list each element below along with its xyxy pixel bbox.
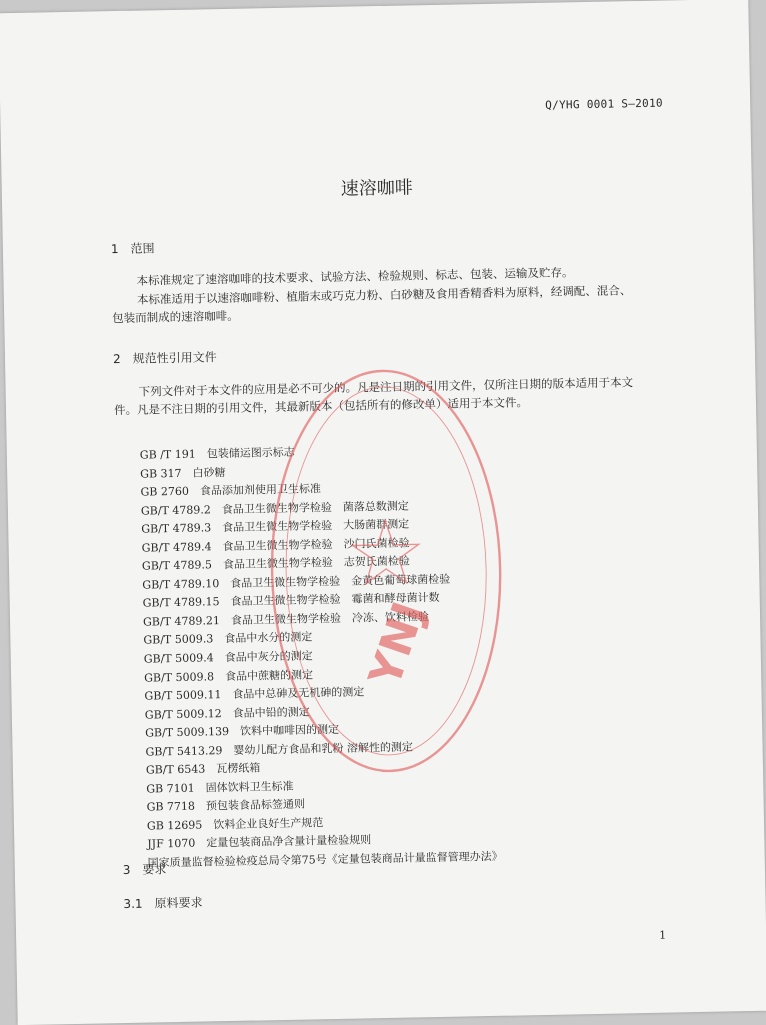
reference-item: GB/T 5413.29 婴幼儿配方食品和乳粉 溶解性的测定: [145, 740, 414, 759]
reference-item: GB/T 5009.12 食品中铅的测定: [144, 705, 310, 722]
page-number: 1: [659, 928, 667, 942]
reference-item: GB/T 4789.4 食品卫生微生物学检验 沙门氏菌检验: [141, 536, 410, 555]
section-2-paragraph-1: 下列文件对于本文件的应用是必不可少的。凡是注日期的引用文件，仅所注日期的版本适用于本文: [138, 375, 634, 399]
reference-item: GB/T 5009.139 饮料中咖啡因的测定: [145, 723, 340, 740]
reference-item: GB/T 4789.2 食品卫生微生物学检验 菌落总数测定: [140, 499, 409, 518]
company-seal-stamp: [260, 359, 513, 784]
reference-item: GB/T 5009.4 食品中灰分的测定: [143, 649, 313, 666]
reference-item: GB 317 白砂糖: [140, 465, 226, 481]
section-3-1-heading: 3.1 原料要求: [123, 895, 203, 912]
section-1-paragraph-2: 本标准适用于以速溶咖啡粉、植脂末或巧克力粉、白砂糖及食用香精香料为原料，经调配、混合、: [136, 283, 632, 307]
document-code: Q/YHG 0001 S—2010: [545, 96, 664, 112]
reference-item: GB 7101 固体饮料卫生标准: [146, 779, 294, 796]
section-1-paragraph-1: 本标准规定了速溶咖啡的技术要求、试验方法、检验规则、标志、包装、运输及贮存。: [136, 265, 574, 288]
reference-item: 国家质量监督检验检疫总局令第75号《定量包装商品计量监督管理办法》: [147, 849, 503, 870]
reference-item: GB/T 5009.11 食品中总砷及无机砷的测定: [144, 685, 365, 703]
section-1-heading: 1 范围: [110, 241, 155, 257]
svg-text:YNJ: YNJ: [359, 595, 436, 693]
reference-item: GB/T 4789.21 食品卫生微生物学检验 冷冻、饮料检验: [142, 610, 430, 629]
reference-item: GB/T 5009.3 食品中水分的测定: [143, 630, 313, 648]
reference-item: GB 7718 预包装食品标签通则: [146, 797, 306, 814]
reference-item: JJF 1070 定量包装商品净含量计量检验规则: [147, 833, 372, 852]
reference-item: GB/T 4789.5 食品卫生微生物学检验 志贺氏菌检验: [141, 554, 410, 573]
reference-item: GB/T 5009.8 食品中蔗糖的测定: [144, 667, 314, 685]
reference-item: GB /T 191 包装储运图示标志: [139, 445, 295, 462]
section-2-heading: 2 规范性引用文件: [112, 350, 217, 367]
reference-item: GB 12695 饮料企业良好生产规范: [146, 816, 324, 833]
reference-item: GB/T 4789.3 食品卫生微生物学检验 大肠菌群测定: [141, 517, 410, 536]
reference-item: GB/T 6543 瓦楞纸箱: [145, 761, 261, 777]
document-title: 速溶咖啡: [340, 177, 413, 200]
reference-item: GB 2760 食品添加剂使用卫生标准: [140, 482, 322, 499]
reference-item: GB/T 4789.15 食品卫生微生物学检验 霉菌和酵母菌计数: [142, 591, 440, 611]
section-3-heading: 3 要求: [122, 862, 167, 878]
section-1-paragraph-2-continued: 包装而制成的速溶咖啡。: [112, 308, 239, 326]
section-2-paragraph-1-continued: 件。凡是不注日期的引用文件，其最新版本（包括所有的修改单）适用于本文件。: [113, 395, 529, 418]
reference-item: GB/T 4789.10 食品卫生微生物学检验 金黄色葡萄球菌检验: [142, 572, 451, 592]
